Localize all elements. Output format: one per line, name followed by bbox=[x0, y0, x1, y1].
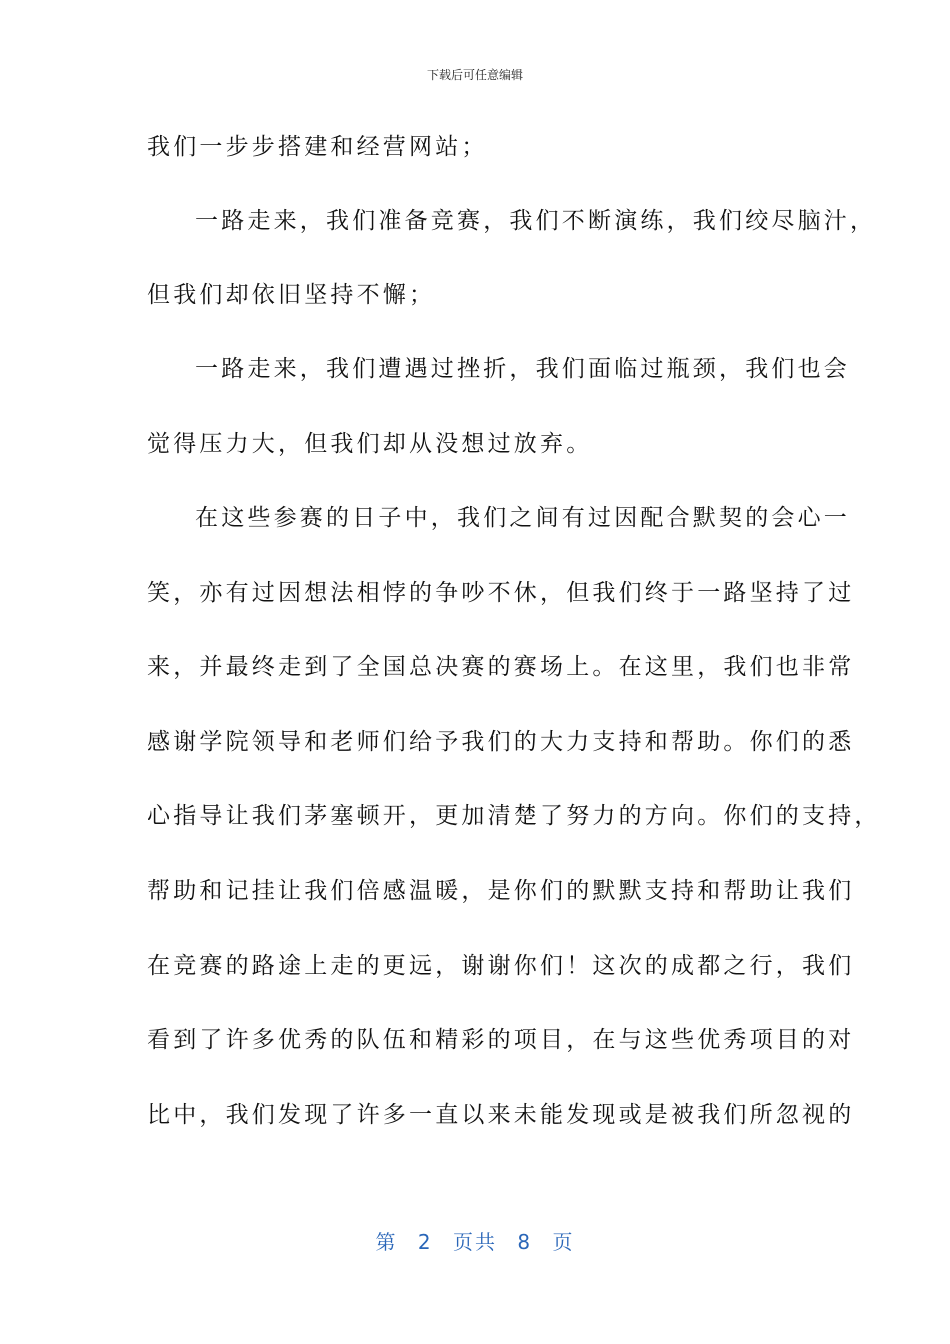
footer-middle: 页共 bbox=[453, 1230, 497, 1254]
footer-prefix: 第 bbox=[375, 1230, 398, 1254]
body-line-13: 看到了许多优秀的队伍和精彩的项目，在与这些优秀项目的对 bbox=[147, 1027, 855, 1053]
footer-suffix: 页 bbox=[552, 1230, 575, 1254]
body-line-6: 在这些参赛的日子中，我们之间有过因配合默契的会心一 bbox=[195, 505, 850, 531]
page-footer bbox=[0, 1226, 950, 1255]
body-line-5: 觉得压力大，但我们却从没想过放弃。 bbox=[147, 431, 593, 457]
footer-total-pages: 8 bbox=[517, 1230, 533, 1254]
body-line-3: 但我们却依旧坚持不懈； bbox=[147, 282, 436, 308]
body-line-8: 来，并最终走到了全国总决赛的赛场上。在这里，我们也非常 bbox=[147, 654, 855, 680]
body-line-9: 感谢学院领导和老师们给予我们的大力支持和帮助。你们的悉 bbox=[147, 729, 855, 755]
footer-page-number: 2 bbox=[417, 1230, 433, 1254]
body-line-7: 笑，亦有过因想法相悖的争吵不休，但我们终于一路坚持了过 bbox=[147, 580, 855, 606]
body-line-2: 一路走来，我们准备竞赛，我们不断演练，我们绞尽脑汁， bbox=[195, 208, 877, 234]
header-note: 下载后可任意编辑 bbox=[426, 68, 523, 82]
body-line-10: 心指导让我们茅塞顿开，更加清楚了努力的方向。你们的支持， bbox=[147, 803, 881, 829]
body-line-1: 我们一步步搭建和经营网站； bbox=[147, 134, 488, 160]
body-line-4: 一路走来，我们遭遇过挫折，我们面临过瓶颈，我们也会 bbox=[195, 356, 850, 382]
body-line-11: 帮助和记挂让我们倍感温暖，是你们的默默支持和帮助让我们 bbox=[147, 878, 855, 904]
body-line-12: 在竞赛的路途上走的更远，谢谢你们！这次的成都之行，我们 bbox=[147, 953, 855, 979]
body-line-14: 比中，我们发现了许多一直以来未能发现或是被我们所忽视的 bbox=[147, 1102, 855, 1128]
